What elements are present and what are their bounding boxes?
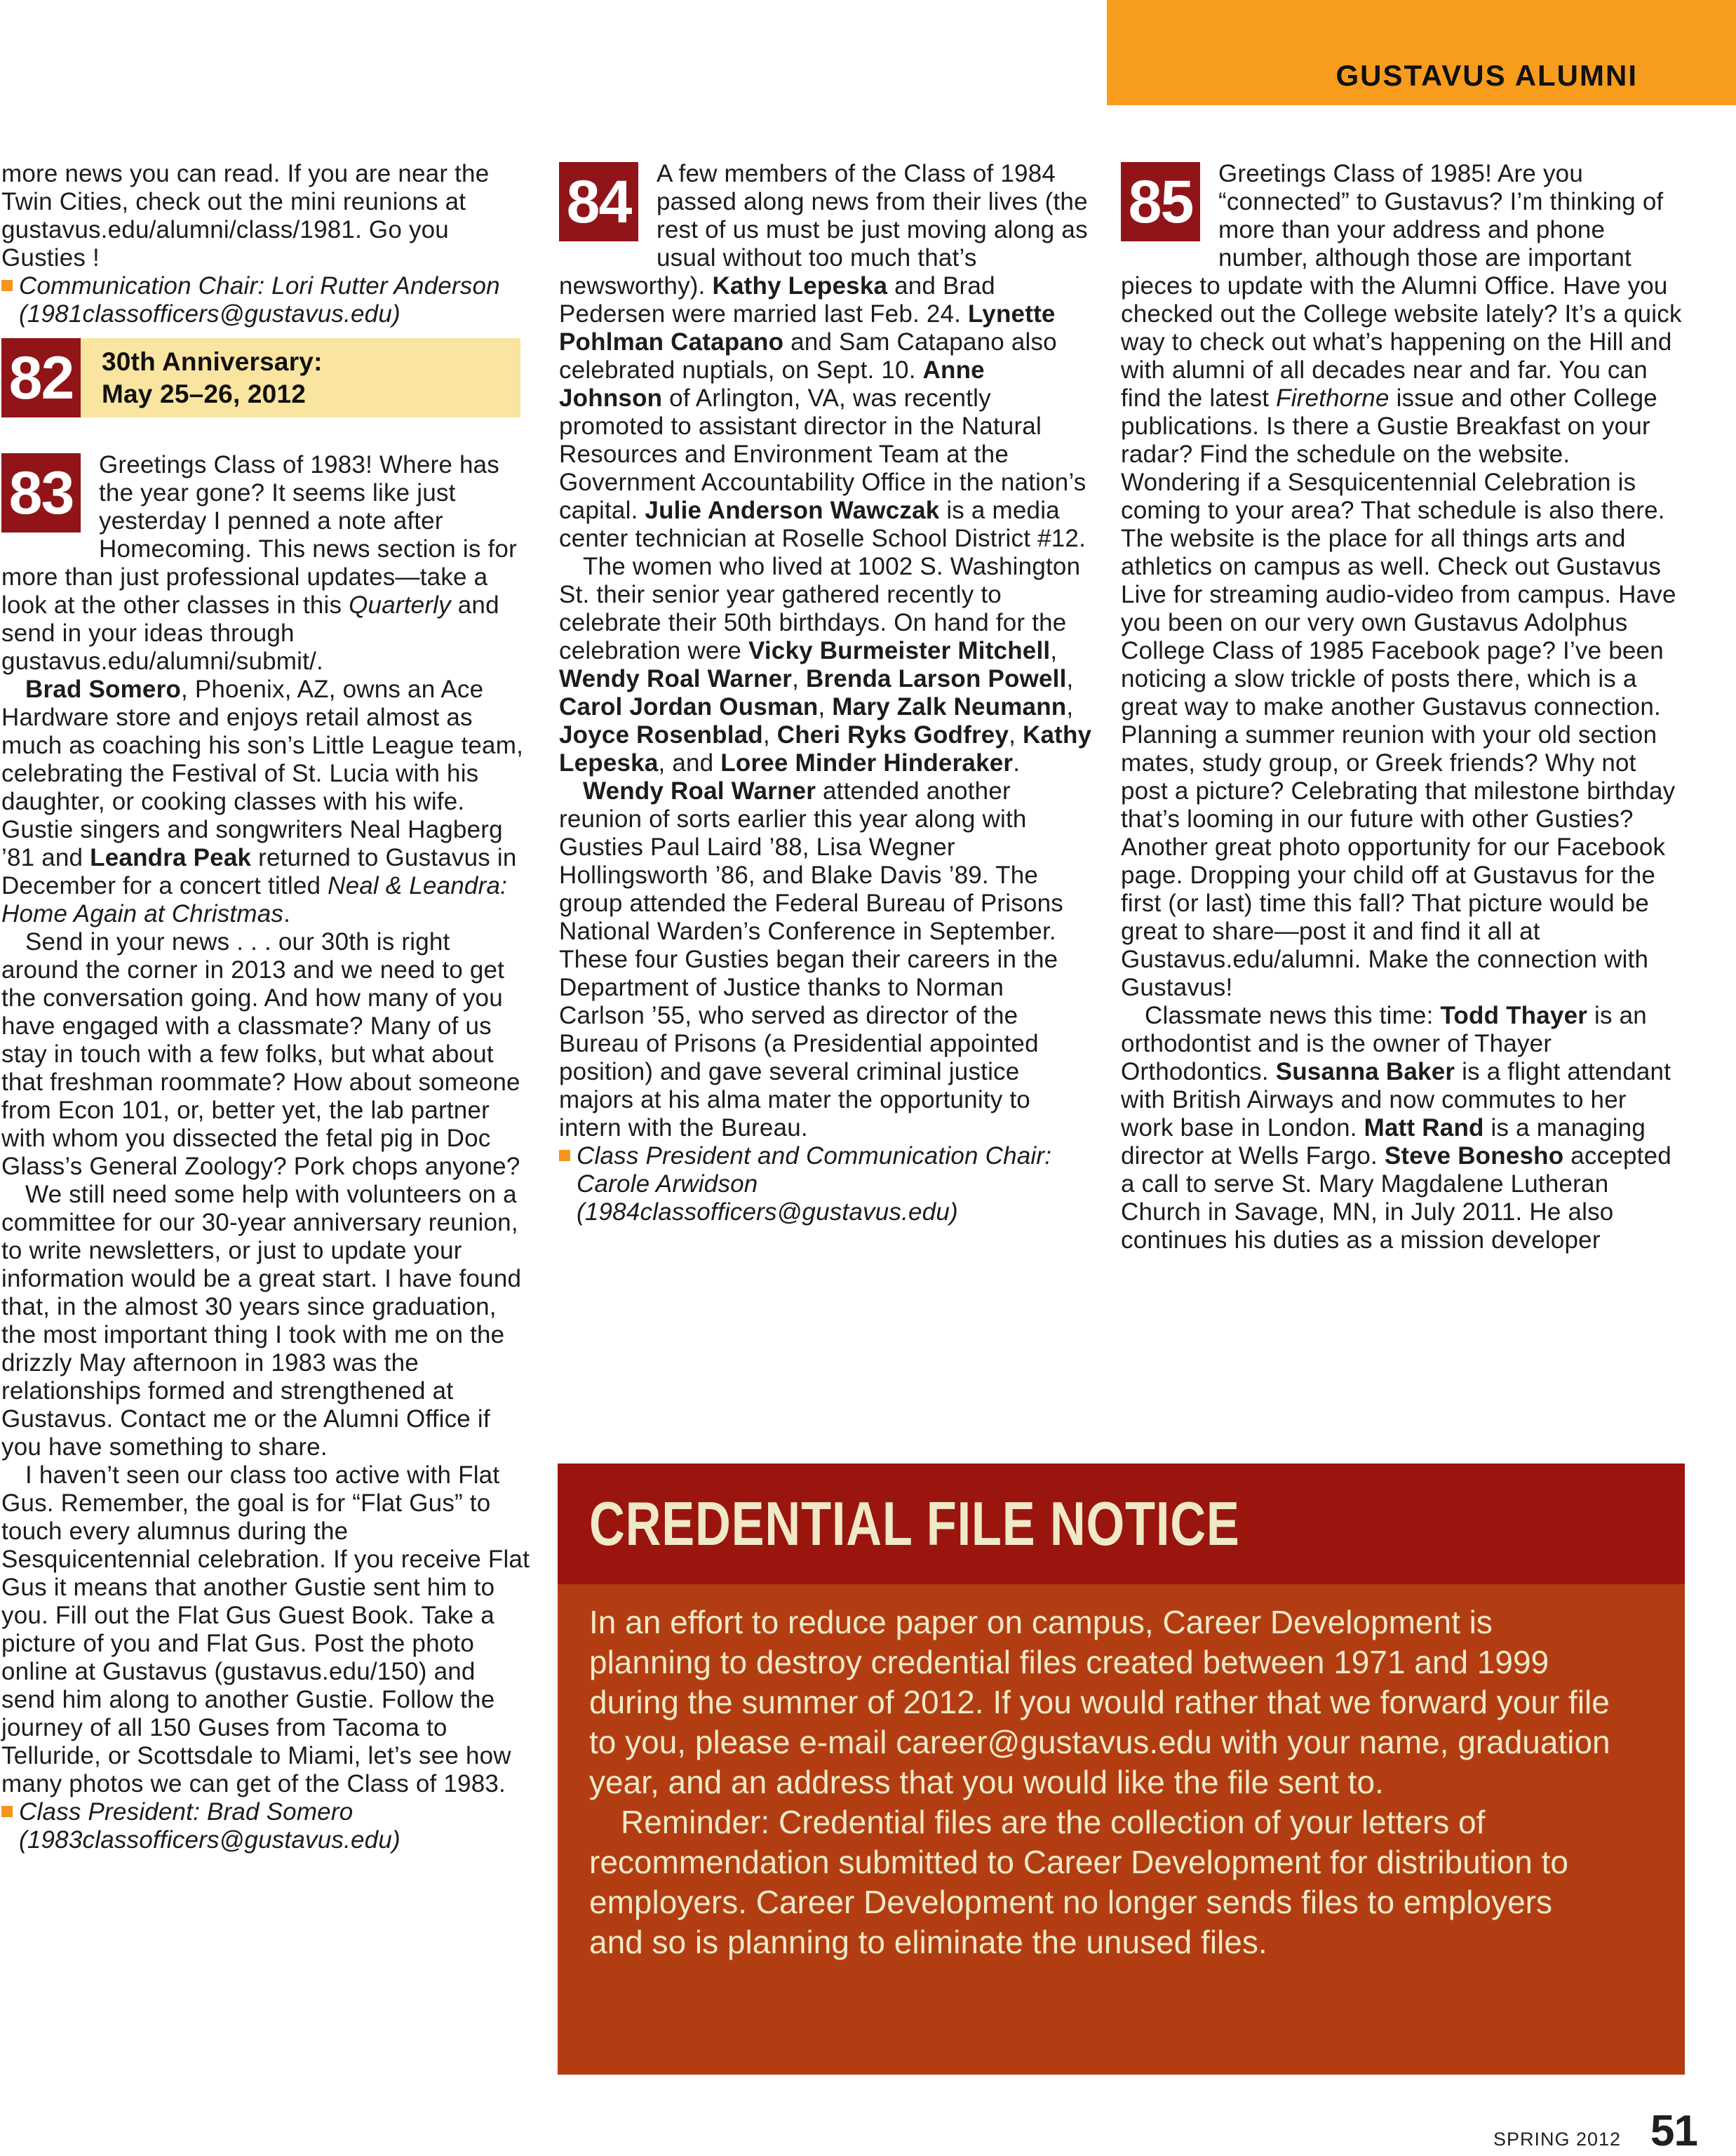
text-run: and send in your ideas through gustavus.edu/alumni/submit/.	[1, 591, 499, 675]
anniversary-label	[81, 338, 520, 417]
paragraph	[559, 553, 1094, 777]
officer-note	[559, 1142, 1094, 1226]
officer-note-text	[19, 272, 532, 328]
officer-note	[1, 1798, 532, 1854]
text-run: Wendy Roal Warner	[559, 665, 793, 692]
banner-title: GUSTAVUS ALUMNI	[1335, 59, 1638, 92]
credential-notice	[558, 1464, 1685, 2075]
column-1	[1, 160, 532, 1854]
text-run: The women who lived at 1002 S. Washington St. their senior year gathered recently to celebrate their 50th birthdays. On hand for the celebration were	[559, 553, 1081, 664]
text-run: Quarterly	[349, 591, 451, 619]
text-run: Carol Jordan Ousman	[559, 693, 819, 721]
bullet-square-icon	[559, 1150, 570, 1161]
text-run: Mary Zalk Neumann	[832, 693, 1067, 721]
text-run: ,	[1050, 637, 1058, 664]
text-run: ,	[818, 693, 833, 721]
text-run: is a media center technician at Roselle School District #12.	[559, 497, 1086, 552]
text-run: Greetings Class of 1983! Where has the year gone? It seems like just yesterday I penned a note after Homecoming. This news section is for more than just professional updates—take a look at the other classes in this	[1, 451, 517, 619]
credential-notice-body	[558, 1584, 1685, 2075]
text-run: We still need some help with volunteers on a committee for our 30-year anniversary reunion, to write newsletters, or just to update your information would be a great start. I have found that, in the almost 30 years since graduation, the most important thing I took with me on the drizzly May afternoon in 1983 was the relationships formed and strengthened at Gustavus. Contact me or the Alumni Office if you have something to share.	[1, 1181, 522, 1461]
paragraph	[1121, 1002, 1683, 1254]
officer-note	[1, 272, 532, 328]
text-run: Class President and Communication Chair: Carole Arwidson (1984classofficers@gustavus.edu)	[577, 1142, 1052, 1226]
anniversary-banner	[1, 338, 520, 417]
paragraph	[1, 676, 532, 928]
text-run: ,	[1009, 721, 1023, 749]
paragraph	[1, 928, 532, 1181]
text-run: Cheri Ryks Godfrey	[776, 721, 1009, 749]
text-run: Kathy Lepeska	[559, 721, 1092, 777]
text-run: Brenda Larson Powell	[805, 665, 1067, 692]
text-run: is an orthodontist and is the owner of Thayer Orthodontics.	[1121, 1002, 1647, 1085]
paragraph	[1, 1461, 532, 1798]
text-run: and Sam Catapano also celebrated nuptials, on Sept. 10.	[559, 328, 1057, 384]
paragraph	[559, 777, 1094, 1142]
text-run: returned to Gustavus in December for a concert titled	[1, 844, 517, 899]
text-run: Firethorne	[1276, 384, 1390, 412]
text-run: Send in your news . . . our 30th is right around the corner in 2013 and we need to get the conversation going. And how many of you have engaged with a classmate? Many of us stay in touch with a few folks, but what about that freshman roommate? How about someone from Econ 101, or, better yet, the lab partner with whom you dissected the fetal pig in Doc Glass’s General Zoology? Pork chops anyone?	[1, 928, 520, 1180]
text-run: is a flight attendant with British Airways and now commutes to her work base in London.	[1121, 1058, 1671, 1141]
text-run: Susanna Baker	[1275, 1058, 1455, 1085]
officer-note-text	[19, 1798, 532, 1854]
text-run: issue and other College publications. Is there a Gustie Breakfast on your radar? Find the schedule on the website. Wondering if a Sesquicentennial Celebration is coming to your area? That schedule is also there. The website is the place for all things arts and athletics on campus as well. Check out Gustavus Live for streaming audio-video from campus. Have you been on our very own Gustavus Adolphus College Class of 1985 Facebook page? I’ve been noticing a slow trickle of posts there, which is a great way to make another Gustavus connection. Planning a summer reunion with your old section mates, study group, or Greek friends? Why not post a picture? Celebrating that milestone birthday that’s looming in our future with other Gusties? Another great photo opportunity for our Facebook page. Dropping your child off at Gustavus for the first (or last) time this fall? That picture would be great to share—post it and find it all at Gustavus.edu/alumni. Make the connection with Gustavus!	[1121, 384, 1676, 1001]
notice-paragraph: Reminder: Credential files are the collection of your letters of recommendation submitted to Career Development for distribution to employers. Career Development no longer sends files to employers and so is planning to eliminate the unused files.	[589, 1804, 1569, 1960]
text-run: A few members of the Class of 1984 passed along news from their lives (the rest of us must be just moving along as usual without too much that’s newsworthy).	[559, 160, 1088, 300]
column-2	[559, 160, 1094, 1226]
text-run: Steve Bonesho	[1384, 1142, 1564, 1170]
credential-notice-header	[558, 1464, 1685, 1584]
text-run: Communication Chair: Lori Rutter Anderson (1981classofficers@gustavus.edu)	[19, 272, 500, 328]
text-run: Class President: Brad Somero (1983classofficers@gustavus.edu)	[19, 1798, 401, 1854]
text-run: Julie Anderson Wawczak	[645, 497, 940, 524]
text-run: Kathy Lepeska	[712, 272, 888, 300]
text-run: .	[283, 900, 290, 928]
bullet-square-icon	[1, 1806, 13, 1817]
text-run: Todd Thayer	[1440, 1002, 1588, 1029]
bullet-square-icon	[1, 280, 13, 291]
class-year-badge: 84	[559, 162, 638, 241]
text-run: Neal & Leandra: Home Again at Christmas	[1, 872, 508, 928]
paragraph	[1, 1181, 532, 1461]
anniversary-line-1: 30th Anniversary:	[102, 347, 323, 376]
text-run: Joyce Rosenblad	[559, 721, 763, 749]
class-section	[1121, 160, 1683, 1002]
text-run: accepted a call to serve St. Mary Magdalene Lutheran Church in Savage, MN, in July 2011. He also continues his duties as a mission developer	[1121, 1142, 1671, 1254]
footer	[1493, 2106, 1697, 2156]
notice-paragraph: In an effort to reduce paper on campus, Career Development is planning to destroy credential files created between 1971 and 1999 during the summer of 2012. If you would rather that we forward your file to you, please e-mail career@gustavus.edu with your name, graduation year, and an address that you would like the file sent to.	[589, 1604, 1610, 1800]
text-run: , Phoenix, AZ, owns an Ace Hardware store and enjoys retail almost as much as coaching his son’s Little League team, celebrating the Festival of St. Lucia with his daughter, or cooking classes with his wife. Gustie singers and songwriters Neal Hagberg ’81 and	[1, 676, 523, 871]
class-year-badge: 83	[1, 453, 81, 533]
text-run: Lynette Pohlman Catapano	[559, 300, 1056, 356]
notice-title: CREDENTIAL FILE NOTICE	[589, 1489, 1240, 1558]
page-number: 51	[1650, 2107, 1697, 2155]
text-run: Wendy Roal Warner	[583, 777, 816, 805]
issue-label: SPRING 2012	[1493, 2129, 1622, 2150]
text-run: ,	[762, 721, 777, 749]
text-run: Leandra Peak	[90, 844, 252, 871]
text-run: ,	[1066, 665, 1074, 692]
class-year-badge: 85	[1121, 162, 1200, 241]
text-run: and Brad Pedersen were married last Feb. 24.	[559, 272, 995, 328]
text-run: Vicky Burmeister Mitchell	[748, 637, 1051, 664]
anniversary-line-2: May 25–26, 2012	[102, 379, 307, 408]
text-run: Brad Somero	[25, 676, 181, 703]
column-3	[1121, 160, 1683, 1254]
class-year-badge: 82	[1, 338, 81, 417]
text-run: Greetings Class of 1985! Are you “connected” to Gustavus? I’m thinking of more than your address and phone number, although those are important pieces to update with the Alumni Office. Have you checked out the College website lately? It’s a quick way to check out what’s happening on the Hill and with alumni of all decades near and far. You can find the latest	[1121, 160, 1682, 412]
text-run: is a managing director at Wells Fargo.	[1121, 1114, 1646, 1170]
text-run: Anne Johnson	[559, 356, 985, 412]
class-section	[559, 160, 1094, 553]
text-run: Matt Rand	[1364, 1114, 1484, 1141]
alumni-banner	[1107, 0, 1736, 105]
text-run: ,	[792, 665, 806, 692]
text-run: .	[1013, 749, 1021, 777]
text-run: more news you can read. If you are near the Twin Cities, check out the mini reunions at gustavus.edu/alumni/class/1981. Go you Gusties !	[1, 160, 490, 272]
text-run: I haven’t seen our class too active with Flat Gus. Remember, the goal is for “Flat Gus” to touch every alumnus during the Sesquicentennial celebration. If you receive Flat Gus it means that another Gustie sent him to you. Fill out the Flat Gus Guest Book. Take a picture of you and Flat Gus. Post the photo online at Gustavus (gustavus.edu/150) and send him along to another Gustie. Follow the journey of all 150 Guses from Tacoma to Telluride, or Scottsdale to Miami, let’s see how many photos we can get of the Class of 1983.	[1, 1461, 530, 1797]
class-section	[1, 451, 532, 676]
officer-note-text	[577, 1142, 1094, 1226]
text-run: attended another reunion of sorts earlier this year along with Gusties Paul Laird ’88, Lisa Wegner Hollingsworth ’86, and Blake Davis ’89. The group attended the Federal Bureau of Prisons National Warden’s Conference in September. These four Gusties began their careers in the Department of Justice thanks to Norman Carlson ’55, who served as director of the Bureau of Prisons (a Presidential appointed position) and gave several criminal justice majors at his alma mater the opportunity to intern with the Bureau.	[559, 777, 1063, 1141]
text-run: Loree Minder Hinderaker	[720, 749, 1014, 777]
text-run: , and	[658, 749, 721, 777]
text-run: ,	[1066, 693, 1074, 721]
text-run: of Arlington, VA, was recently promoted to assistant director in the Natural Resources and Environment Team at the Government Accountability Office in the nation’s capital.	[559, 384, 1086, 524]
text-run: Classmate news this time:	[1145, 1002, 1441, 1029]
paragraph	[1, 160, 532, 272]
